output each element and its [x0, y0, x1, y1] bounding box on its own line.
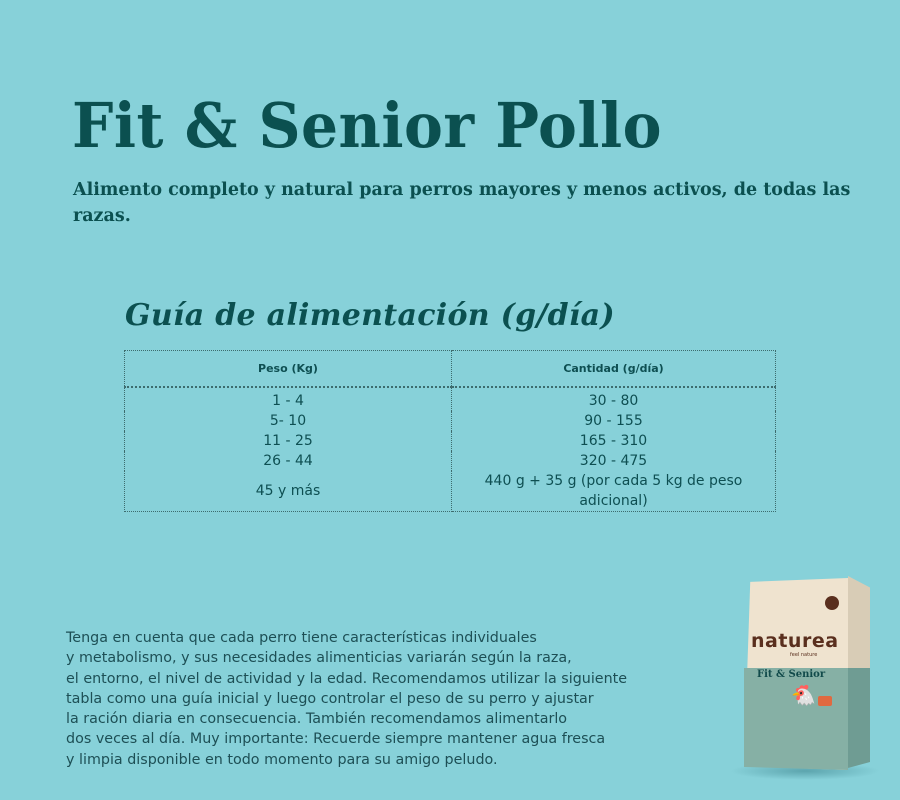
note-line: Tenga en cuenta que cada perro tiene características individuales — [66, 630, 537, 646]
bag-brand-logo: naturea — [751, 630, 839, 652]
weight-cell: 11 - 25 — [125, 431, 452, 451]
bag-label-icon — [818, 696, 832, 706]
note-line: tabla como una guía inicial y luego controlar el peso de su perro y ajustar — [66, 690, 594, 707]
weight-cell: 1 - 4 — [125, 387, 452, 411]
note-line: y limpia disponible en todo momento para su amigo peludo. — [66, 751, 498, 768]
note-line: dos veces al día. Muy importante: Recuerde siempre mantener agua fresca — [66, 731, 606, 748]
page-subtitle: Alimento completo y natural para perros mayores y menos activos, de todas las razas. — [73, 180, 851, 226]
feeding-note — [66, 628, 706, 770]
bag-tagline: feel nature — [790, 652, 818, 658]
feeding-guide-title: Guía de alimentación (g/día) — [125, 298, 615, 333]
bag-side-lower-panel — [848, 668, 870, 768]
bag-seal-icon — [825, 596, 839, 610]
page-title: Fit & Senior Pollo — [72, 89, 662, 162]
amount-cell: 165 - 310 — [452, 431, 776, 451]
table-row — [125, 451, 776, 471]
amount-cell: 90 - 155 — [452, 411, 776, 431]
note-line: el entorno, el nivel de actividad y la edad. Recomendamos utilizar la siguiente — [66, 670, 628, 687]
feeding-guide-table — [124, 350, 776, 512]
column-header-amount: Cantidad (g/día) — [452, 351, 776, 388]
table-header-row — [125, 351, 776, 388]
note-line: y metabolismo, y sus necesidades alimenticias variarán según la raza, — [66, 650, 572, 667]
table-row — [125, 431, 776, 451]
product-bag-image — [720, 570, 890, 800]
amount-cell: 440 g + 35 g (por cada 5 kg de peso adicional) — [452, 471, 776, 512]
weight-cell: 5- 10 — [125, 411, 452, 431]
column-header-weight: Peso (Kg) — [125, 351, 452, 388]
bag-product-name: Fit & Senior — [757, 669, 826, 680]
note-line: la ración diaria en consecuencia. También recomendamos alimentarlo — [66, 711, 568, 728]
chicken-icon: 🐔 — [791, 683, 816, 707]
amount-cell: 320 - 475 — [452, 451, 776, 471]
table-row — [125, 387, 776, 411]
table-row — [125, 411, 776, 431]
weight-cell: 45 y más — [125, 471, 452, 512]
weight-cell: 26 - 44 — [125, 451, 452, 471]
table-row — [125, 471, 776, 512]
amount-cell: 30 - 80 — [452, 387, 776, 411]
